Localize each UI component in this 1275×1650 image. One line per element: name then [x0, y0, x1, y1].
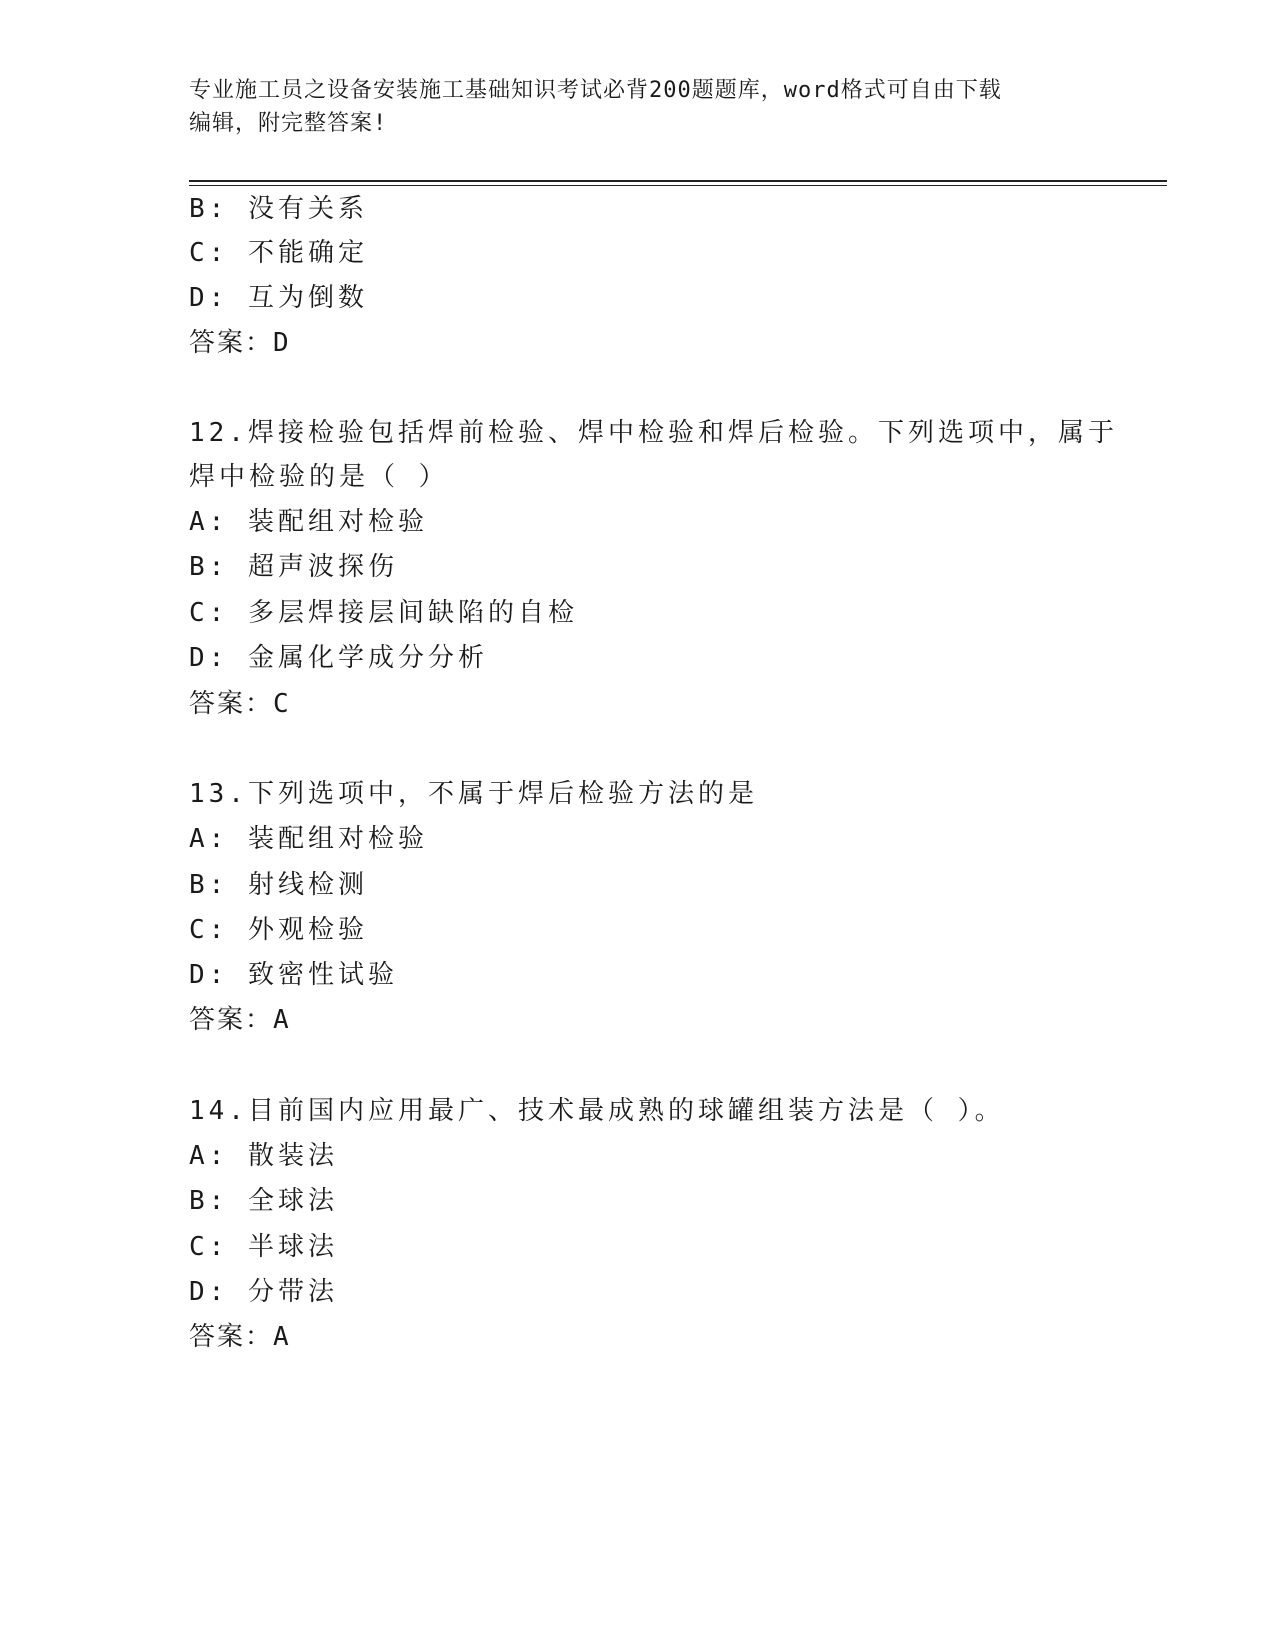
q12-stem-line-1: 12.焊接检验包括焊前检验、焊中检验和焊后检验。下列选项中，属于 [189, 418, 1118, 448]
q14-option-c: C: 半球法 [189, 1232, 338, 1262]
q11-option-d: D: 互为倒数 [189, 283, 368, 313]
q11-answer: 答案：D [189, 328, 291, 358]
header-divider-thick [189, 180, 1167, 182]
q12-option-c: C: 多层焊接层间缺陷的自检 [189, 598, 578, 628]
q13-option-b: B: 射线检测 [189, 870, 368, 900]
q14-stem: 14.目前国内应用最广、技术最成熟的球罐组装方法是（ ）。 [189, 1096, 1005, 1126]
q12-option-a: A: 装配组对检验 [189, 507, 428, 537]
header-line-2: 编辑，附完整答案! [189, 111, 388, 136]
q12-option-b: B: 超声波探伤 [189, 552, 398, 582]
q14-option-b: B: 全球法 [189, 1186, 338, 1216]
q13-stem: 13.下列选项中，不属于焊后检验方法的是 [189, 779, 758, 809]
header-line-1: 专业施工员之设备安装施工基础知识考试必背200题题库，word格式可自由下载 [189, 78, 1002, 103]
q14-answer: 答案：A [189, 1322, 291, 1352]
document-header [189, 74, 1089, 140]
q14-option-a: A: 散装法 [189, 1141, 338, 1171]
q14-option-d: D: 分带法 [189, 1277, 338, 1307]
header-divider-thin [189, 185, 1167, 186]
q13-answer: 答案：A [189, 1005, 291, 1035]
q12-answer: 答案：C [189, 689, 291, 719]
q11-option-c: C: 不能确定 [189, 238, 368, 268]
q12-stem-line-2: 焊中检验的是（ ） [189, 462, 449, 492]
q13-option-a: A: 装配组对检验 [189, 824, 428, 854]
q13-option-d: D: 致密性试验 [189, 960, 398, 990]
q13-option-c: C: 外观检验 [189, 915, 368, 945]
q12-option-d: D: 金属化学成分分析 [189, 643, 488, 673]
q11-option-b: B: 没有关系 [189, 194, 368, 224]
